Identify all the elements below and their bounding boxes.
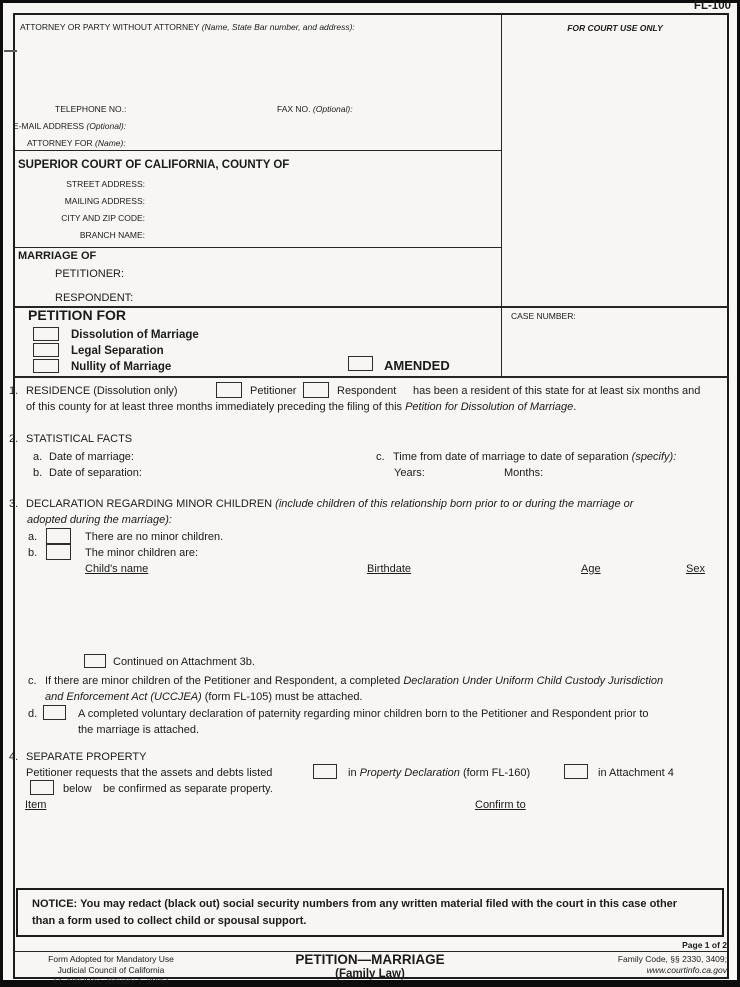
footer-title-block [240, 952, 500, 981]
months-label: Months: [504, 467, 544, 479]
no-minor-children-label: There are no minor children. [85, 531, 224, 543]
footer-right-block [527, 954, 727, 976]
footer-left-block [16, 954, 206, 987]
years-label: Years: [394, 467, 425, 479]
case-number-label: CASE NUMBER: [511, 311, 576, 321]
respondent-label: RESPONDENT: [55, 292, 134, 304]
telephone-label: TELEPHONE NO.: [55, 104, 127, 114]
residence-text-line1: has been a resident of this state for at least six months and [413, 385, 701, 397]
branch-name-label: BRANCH NAME: [79, 230, 145, 240]
date-of-separation-label: Date of separation: [49, 467, 142, 479]
time-from-marriage-label: Time from date of marriage to date of separation (specify): [393, 451, 677, 463]
footer-right-line2: www.courtinfo.ca.gov [646, 965, 727, 975]
page-indicator: Page 1 of 2 [682, 940, 727, 950]
column-header-item: Item [25, 799, 47, 811]
superior-court-title: SUPERIOR COURT OF CALIFORNIA, COUNTY OF [18, 159, 290, 171]
attachment-4-label: in Attachment 4 [598, 767, 674, 779]
street-address-label: STREET ADDRESS: [66, 179, 145, 189]
item-2b-number: b. [33, 467, 43, 479]
date-of-marriage-label: Date of marriage: [49, 451, 134, 463]
column-header-confirm-to: Confirm to [475, 799, 526, 811]
paternity-text-line2: the marriage is attached. [78, 724, 200, 736]
uccjea-text-line1: If there are minor children of the Petitioner and Respondent, a completed Declaration Under Uniform Child Custody Jurisdiction [45, 675, 664, 687]
minor-children-are-label: The minor children are: [85, 547, 199, 559]
item-2a-number: a. [33, 451, 43, 463]
section-2-heading: STATISTICAL FACTS [26, 433, 133, 445]
attorney-label: ATTORNEY OR PARTY WITHOUT ATTORNEY (Name, State Bar number, and address): [20, 22, 355, 32]
section-3-number: 3. [9, 498, 19, 510]
footer-right-line1: Family Code, §§ 2330, 3409; [617, 954, 727, 964]
footer-left-line3: FL-100 [Rev. January 1, 2005] [53, 976, 169, 986]
attorney-for-label: ATTORNEY FOR (Name): [27, 138, 126, 148]
residence-petitioner-label: Petitioner [250, 385, 297, 397]
column-header-birthdate: Birthdate [367, 563, 412, 575]
item-2c-number: c. [376, 451, 385, 463]
option-nullity-label: Nullity of Marriage [71, 361, 172, 373]
column-header-sex: Sex [686, 563, 705, 575]
footer-left-line2: Judicial Council of California [57, 965, 165, 975]
form-number-label: FL-100 [693, 0, 731, 12]
form-title: PETITION—MARRIAGE [295, 952, 445, 967]
below-label: below [63, 783, 92, 795]
section-4-heading: SEPARATE PROPERTY [26, 751, 147, 763]
option-dissolution-label: Dissolution of Marriage [71, 329, 199, 341]
item-3d-number: d. [28, 708, 38, 720]
mailing-address-label: MAILING ADDRESS: [64, 196, 145, 206]
fax-label: FAX NO. (Optional): [277, 104, 353, 114]
section-2-number: 2. [9, 433, 19, 445]
footer-left-line1: Form Adopted for Mandatory Use [48, 954, 174, 964]
confirm-separate-property-label: be confirmed as separate property. [103, 783, 273, 795]
section-4-number: 4. [9, 751, 19, 763]
section-1-heading: RESIDENCE (Dissolution only) [26, 385, 178, 397]
item-3b-number: b. [28, 547, 38, 559]
form-subtitle: (Family Law) [335, 968, 405, 980]
column-header-age: Age [581, 563, 601, 575]
column-header-childs-name: Child's name [85, 563, 149, 575]
option-legal-separation-label: Legal Separation [71, 345, 164, 357]
marriage-of-title: MARRIAGE OF [18, 250, 97, 262]
email-label: E-MAIL ADDRESS (Optional): [13, 121, 127, 131]
court-use-label: FOR COURT USE ONLY [567, 23, 663, 33]
property-declaration-label: in Property Declaration (form FL-160) [348, 767, 531, 779]
residence-respondent-label: Respondent [337, 385, 397, 397]
residence-text-line2: of this county for at least three months immediately preceding the filing of this Petition for Dissolution of Marriage. [26, 401, 577, 413]
amended-label: AMENDED [384, 358, 450, 373]
section-3-heading-line2: adopted during the marriage): [27, 514, 172, 526]
continued-attachment-label: Continued on Attachment 3b. [113, 656, 255, 668]
petition-for-title: PETITION FOR [28, 307, 126, 323]
separate-property-intro: Petitioner requests that the assets and debts listed [26, 767, 273, 779]
item-3a-number: a. [28, 531, 38, 543]
item-3c-number: c. [28, 675, 37, 687]
section-1-number: 1. [9, 385, 19, 397]
section-3-heading: DECLARATION REGARDING MINOR CHILDREN (include children of this relationship born prior to or during the marriage or [26, 498, 634, 510]
notice-text: NOTICE: You may redact (black out) social security numbers from any written material filed with the court in this case other than a form used to collect child or spousal support. [32, 898, 678, 927]
petitioner-label: PETITIONER: [55, 268, 125, 280]
paternity-text-line1: A completed voluntary declaration of paternity regarding minor children born to the Petitioner and Respondent prior to [78, 708, 649, 720]
city-zip-label: CITY AND ZIP CODE: [61, 213, 145, 223]
uccjea-text-line2: and Enforcement Act (UCCJEA) (form FL-105) must be attached. [45, 691, 363, 703]
